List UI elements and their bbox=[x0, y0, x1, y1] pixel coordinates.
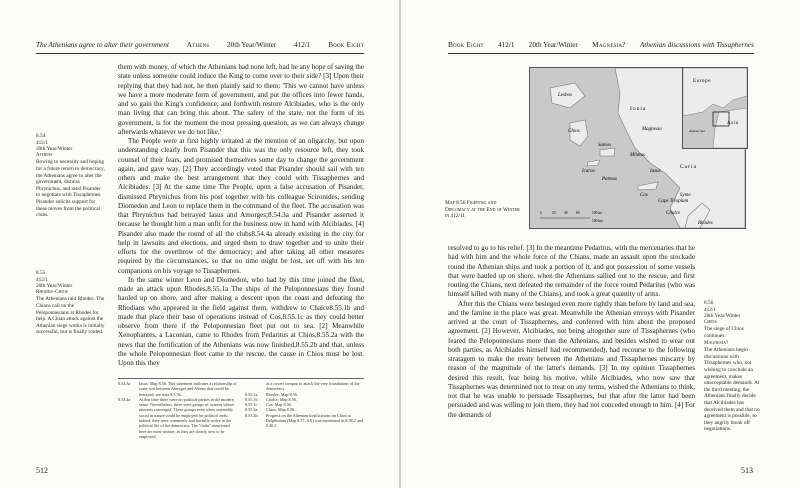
paragraph: After this the Chians were besieged even more tightly than before by land and sea, and the famine in the place was great. Meanwhile the Athenian envoys with Pisander arrived at the court of Tissaphernes, and conferred with him about the proposed agreement. [2] However, Alcibiades, not being altogether sure of Tissaphernes (who feared the Peloponnesians more than the Athenians, and besides wished to wear out both parties, as Alcibiades himself had recommended), had recourse to the following stratagem to make the treaty between the Athenians and Tissaphernes miscarry by reason of the magnitude of the latter's demands. [3] In my opinion Tissaphernes desired this result, fear being his motive, while Alcibiades, who now saw that Tissaphernes was determined not to treat on any terms, wished the Athenians to think, not that he was unable to persuade Tissaphernes, but that after the latter had been persuaded and was willing to join them, they had not conceded enough to him. [4] For the demands of bbox=[448, 299, 695, 419]
left-body-text bbox=[118, 63, 364, 368]
map-label: Samos bbox=[598, 143, 612, 148]
left-footnotes bbox=[118, 381, 364, 439]
scale-label: 100 mi bbox=[592, 211, 603, 215]
left-running-head bbox=[36, 41, 364, 49]
right-head-place: Magnesia? bbox=[592, 41, 626, 49]
scale-label: 60 bbox=[576, 211, 580, 215]
map-label: Europe bbox=[693, 79, 712, 84]
margin-note-ref: 8.54 bbox=[36, 133, 46, 139]
footnote-number bbox=[245, 381, 263, 392]
margin-note-place: Rhodes–Chios bbox=[36, 289, 68, 295]
margin-note-text: The Athenians raid Rhodes. The Chians call on the Peloponnesians at Rhodes for help. A Chian attack against the Athenian siege works is initially successful, but is finally routed. bbox=[36, 296, 105, 336]
left-head-title: The Athenians agree to alter their government bbox=[36, 41, 169, 49]
paragraph: The People were at first highly irritated at the mention of an oligarchy, but upon understanding clearly from Pisander that this was the only resource left, they took counsel of their fears, and promised themselves some day to change the government again, and gave way. [2] They accordingly voted that Pisander should sail with ten others and make the best arrangement that they could with Tissaphernes and Alcibiades. [3] At the same time The People, upon a false accusation of Pisander, dismissed Phrynichus from his post together with his colleague Scironides, sending Diomedon and Leon to replace them in the command of the fleet. The accusation was that Phrynichus had betrayed Iasus and Amorges;8.54.3a and Pisander asserted it because he thought him a man unfit for the business now in hand with Alcibiades. [4] Pisander also made the round of all the clubs8.54.4a already existing in the city for help in lawsuits and elections, and urged them to draw together and to unite their efforts for the overthrow of the democracy; and after taking all other measures required by the circumstances, so that no time might be lost, set off with his ten companions on his voyage to Tissaphernes. bbox=[118, 137, 364, 275]
paragraph: them with money, of which the Athenians had none left, had he any hope of saving the state unless someone could induce the King to come over to their side? [3] Upon their replying that they had not, he then plainly said to them: 'This we cannot have unless we have a more moderate form of government, and put the offices into fewer hands, and so gain the King's confidence, and forthwith restore Alcibiades, who is the only man living that can bring this about. The safety of the state, not the form of its government, is for the moment the most pressing question, as we can always change afterwards whatever we do not like.' bbox=[118, 63, 364, 136]
right-head-rule bbox=[448, 53, 754, 54]
footnote-number: 8.55.1c bbox=[245, 402, 258, 408]
map-label: Icarus bbox=[582, 169, 595, 174]
margin-note-8-55 bbox=[36, 270, 106, 336]
left-head-year: 412/1 bbox=[294, 41, 311, 49]
footnote-text: Iasus: Map 8.56. This statement indicates a relationship of some sort between Amorges and Athens that could be betrayed; see note 8.5.5b. bbox=[139, 381, 237, 397]
footnote bbox=[118, 397, 237, 439]
map-label: Lesbos bbox=[558, 93, 572, 98]
left-head-date: 20th Year/Winter bbox=[227, 41, 277, 49]
paragraph: resolved to go to his relief. [3] In the meantime Pedaritus, with the mercenaries that he had with him and the whole force of the Chians, made an assault upon the stockade round the Athenian ships and took a portion of it, and got possession of some vessels that were hauled up on shore, when the Athenians sallied out to the rescue, and first routing the Chians, next defeated the remainder of the force round Pedaritus (who was himself killed with many of the Chians), and took a great quantity of arms. bbox=[448, 244, 695, 299]
footnote-text: Chalce: Map 8.56. bbox=[266, 396, 297, 402]
map-label: Asia bbox=[727, 121, 739, 126]
right-head-title: Athenian discussions with Tissaphernes bbox=[639, 41, 754, 49]
margin-note-ref: 8.55 bbox=[36, 270, 46, 276]
margin-note-year: 412/1 bbox=[36, 276, 49, 283]
right-running-head bbox=[448, 41, 754, 49]
map-label: Magnesia bbox=[642, 127, 662, 132]
map-caption-text: Map 8.56 Fighting and Diplomacy at the End of Winter in 412/11 bbox=[445, 200, 520, 220]
map-label: Cape Triopium bbox=[658, 199, 689, 204]
map-label: Miletus bbox=[630, 153, 645, 158]
scale-label: 20 bbox=[552, 211, 556, 215]
footnote-column bbox=[245, 381, 364, 439]
margin-note-text: Bowing to necessity and hoping for a future return to democracy, the Athenians agree to alter the government, dismiss Phrynichus, and send Pisander to negotiate with Tissaphernes. Pisander solicits support for these moves from the political clubs. bbox=[36, 159, 105, 219]
footnote-number: 8.55.1b bbox=[245, 396, 258, 402]
footnote-text: Chios: Map 8.56. bbox=[266, 407, 296, 413]
margin-note-season: 20th Year/Winter bbox=[704, 313, 741, 320]
map-label: Rhodes bbox=[698, 221, 713, 226]
map-label: Iasus bbox=[650, 169, 661, 174]
margin-note-place: Chios bbox=[704, 319, 717, 325]
map-label: Caria bbox=[680, 164, 697, 170]
left-page bbox=[0, 0, 399, 488]
inset-drawing bbox=[683, 68, 747, 148]
map-label: Aegean Sea bbox=[689, 129, 705, 133]
margin-note-place: Athens bbox=[36, 152, 53, 158]
scale-label: 0 bbox=[540, 211, 542, 215]
right-head-book: Book Eight bbox=[448, 41, 484, 49]
margin-note-year: 412/1 bbox=[36, 139, 49, 146]
footnote-column bbox=[118, 381, 237, 439]
margin-note-text: The siege of Chios continues. bbox=[704, 326, 744, 339]
footnote-text: Rhodes: Map 8.56. bbox=[266, 391, 298, 397]
footnote bbox=[118, 381, 237, 397]
map-label: Chalce bbox=[666, 211, 681, 216]
footnote-text: as a covert weapon to attack the very foundations of the democracy. bbox=[266, 381, 360, 392]
map-label: Patmos bbox=[602, 177, 617, 182]
footnote-text: Cos: Map 8.56. bbox=[266, 402, 292, 408]
footnote-number: 8.54.3a bbox=[118, 381, 131, 386]
locator-inset-map bbox=[682, 67, 748, 149]
paragraph: In the same winter Leon and Diomedon, who had by this time joined the fleet, made an attack upon Rhodes.8.55.1a The ships of the Peloponnesians they found hauled up on shore, and after making a descent upon the coast and defeating the Rhodians who appeared in the field against them, withdrew to Chalce8.55.1b and made that place their base of operations instead of Cos,8.55.1c as they could better observe from there if the Peloponnesian fleet put out to sea. [2] Meanwhile Xenophantes, a Laconian, came to Rhodes from Pedaritus at Chios,8.55.2a with the news that the fortification of the Athenians was now finished,8.55.2b and that, unless the whole Peloponnesian fleet came to the rescue, the cause in Chios must be lost. Upon this they bbox=[118, 275, 364, 367]
map-label: Syme bbox=[680, 193, 691, 198]
map-caption bbox=[445, 200, 520, 220]
map-label: Ionia bbox=[630, 106, 647, 112]
margin-note-8-54 bbox=[36, 133, 106, 219]
left-head-place: Athens bbox=[186, 41, 210, 49]
map-label: Cos bbox=[640, 193, 648, 198]
footnote bbox=[245, 413, 364, 429]
margin-note-place: Magnesia? bbox=[704, 340, 729, 346]
scale-label: 100 km bbox=[592, 219, 603, 223]
footnote-number: 8.55.1a bbox=[245, 391, 258, 397]
margin-note-season: 20th Year/Winter bbox=[36, 283, 73, 290]
footnote bbox=[245, 381, 364, 392]
margin-note-ref: 8.56 bbox=[704, 300, 714, 306]
margin-note-season: 20th Year/Winter bbox=[36, 146, 73, 153]
footnote-text: Progress on the Athenian fortifications on Chios at Delphinium (Map 8.57, AX) was mentioned in 8.38.2 and 8.40.3. bbox=[266, 412, 363, 429]
footnote-number: 8.54.4a bbox=[118, 396, 131, 402]
right-page-number: 513 bbox=[741, 466, 753, 475]
footnote-text: At this time there were no political parties in the modern sense. Nevertheless, there were groups of citizens whose interests converged. These groups even when ostensibly social in nature could be employed for political ends; indeed, they were commonly and lawfully active in the political life of the democracy. The "clubs" mentioned here are most sinister, as they are clearly now to be employed bbox=[139, 396, 234, 439]
map-label: Chios bbox=[568, 129, 580, 134]
footnote-number: 8.55.2b bbox=[245, 412, 258, 418]
right-body-text bbox=[448, 244, 695, 420]
left-page-number: 512 bbox=[36, 466, 48, 475]
margin-note-8-56 bbox=[704, 300, 764, 433]
margin-note-year: 412/1 bbox=[704, 306, 717, 313]
footnote-number: 8.55.2a bbox=[245, 407, 258, 413]
scale-label: 40 bbox=[564, 211, 568, 215]
margin-note-text: The Athenians begin discussions with Tissaphernes who, not wishing to conclude an agreement, makes unacceptable demands. At the third meeting, the Athenians finally decide that Alcibiades has deceived them and that no agreement is possible, so they angrily break off negotiations. bbox=[704, 347, 760, 433]
right-head-year: 412/1 bbox=[498, 41, 515, 49]
right-head-date: 20th Year/Winter bbox=[528, 41, 578, 49]
left-head-book: Book Eight bbox=[328, 41, 364, 49]
footnote-rule bbox=[118, 378, 364, 379]
left-head-rule bbox=[36, 53, 364, 54]
